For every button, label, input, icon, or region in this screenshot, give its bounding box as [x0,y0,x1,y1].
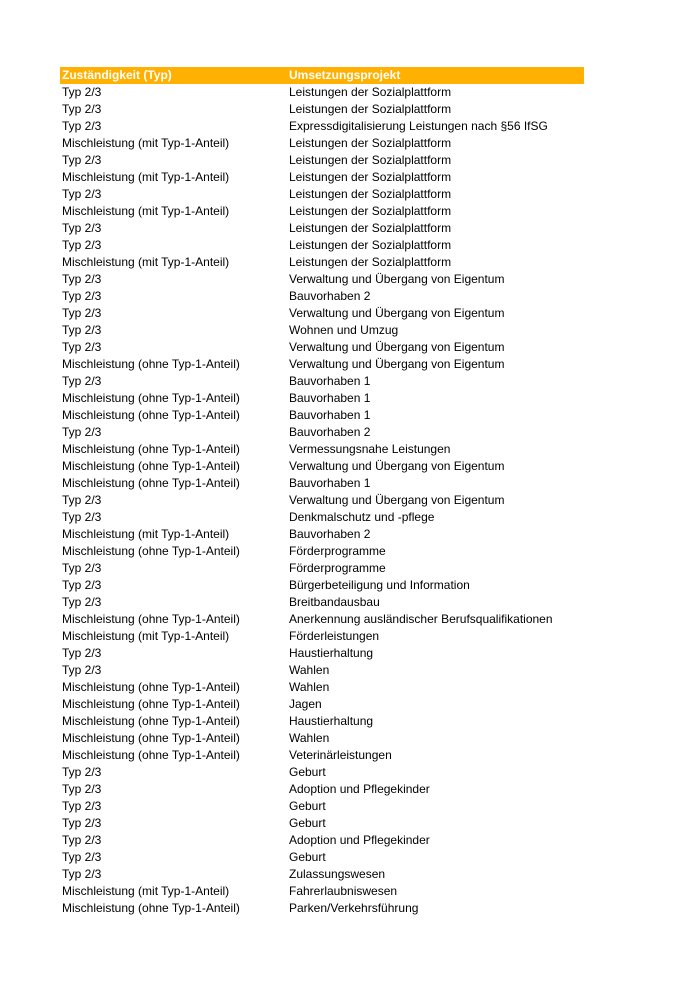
table-row [60,543,584,560]
column-header-zustaendigkeit: Zuständigkeit (Typ) [62,68,172,82]
table-row [60,424,584,441]
cell-zustaendigkeit: Typ 2/3 [62,187,102,201]
cell-zustaendigkeit: Typ 2/3 [62,102,102,116]
cell-zustaendigkeit: Mischleistung (ohne Typ-1-Anteil) [62,612,240,626]
cell-zustaendigkeit: Mischleistung (mit Typ-1-Anteil) [62,629,230,643]
table-row [60,186,584,203]
cell-zustaendigkeit: Mischleistung (mit Typ-1-Anteil) [62,170,230,184]
cell-zustaendigkeit: Mischleistung (mit Typ-1-Anteil) [62,527,230,541]
cell-zustaendigkeit: Typ 2/3 [62,578,102,592]
table-row [60,322,584,339]
cell-umsetzungsprojekt: Geburt [289,799,326,813]
table-row [60,764,584,781]
cell-umsetzungsprojekt: Geburt [289,765,326,779]
table-row [60,339,584,356]
cell-zustaendigkeit: Mischleistung (ohne Typ-1-Anteil) [62,731,240,745]
table-row [60,594,584,611]
cell-zustaendigkeit: Mischleistung (ohne Typ-1-Anteil) [62,357,240,371]
cell-umsetzungsprojekt: Bauvorhaben 1 [289,391,371,405]
cell-zustaendigkeit: Mischleistung (ohne Typ-1-Anteil) [62,391,240,405]
table-row [60,118,584,135]
cell-umsetzungsprojekt: Haustierhaltung [289,714,374,728]
table-row [60,611,584,628]
cell-zustaendigkeit: Typ 2/3 [62,510,102,524]
cell-zustaendigkeit: Typ 2/3 [62,425,102,439]
cell-zustaendigkeit: Typ 2/3 [62,272,102,286]
cell-zustaendigkeit: Typ 2/3 [62,493,102,507]
cell-zustaendigkeit: Typ 2/3 [62,646,102,660]
column-header-umsetzungsprojekt: Umsetzungsprojekt [289,68,401,82]
cell-umsetzungsprojekt: Bauvorhaben 1 [289,374,371,388]
table-row [60,254,584,271]
table-row [60,458,584,475]
cell-umsetzungsprojekt: Leistungen der Sozialplattform [289,136,452,150]
cell-umsetzungsprojekt: Leistungen der Sozialplattform [289,238,452,252]
cell-umsetzungsprojekt: Zulassungswesen [289,867,386,881]
table-row [60,390,584,407]
cell-umsetzungsprojekt: Leistungen der Sozialplattform [289,204,452,218]
cell-umsetzungsprojekt: Adoption und Pflegekinder [289,782,430,796]
cell-umsetzungsprojekt: Leistungen der Sozialplattform [289,153,452,167]
cell-umsetzungsprojekt: Wahlen [289,663,330,677]
cell-zustaendigkeit: Typ 2/3 [62,799,102,813]
cell-zustaendigkeit: Typ 2/3 [62,663,102,677]
table-row [60,101,584,118]
cell-zustaendigkeit: Typ 2/3 [62,119,102,133]
cell-umsetzungsprojekt: Veterinärleistungen [289,748,392,762]
cell-umsetzungsprojekt: Geburt [289,816,326,830]
cell-zustaendigkeit: Typ 2/3 [62,782,102,796]
cell-zustaendigkeit: Typ 2/3 [62,374,102,388]
table-row [60,526,584,543]
table-row [60,152,584,169]
cell-umsetzungsprojekt: Verwaltung und Übergang von Eigentum [289,459,505,473]
table-row [60,679,584,696]
table-row [60,798,584,815]
cell-zustaendigkeit: Typ 2/3 [62,85,102,99]
cell-zustaendigkeit: Typ 2/3 [62,153,102,167]
cell-umsetzungsprojekt: Leistungen der Sozialplattform [289,102,452,116]
cell-umsetzungsprojekt: Bauvorhaben 1 [289,408,371,422]
cell-umsetzungsprojekt: Leistungen der Sozialplattform [289,85,452,99]
table-row [60,747,584,764]
table-row [60,84,584,101]
cell-zustaendigkeit: Mischleistung (ohne Typ-1-Anteil) [62,476,240,490]
cell-umsetzungsprojekt: Wahlen [289,680,330,694]
cell-umsetzungsprojekt: Parken/Verkehrsführung [289,901,419,915]
cell-umsetzungsprojekt: Jagen [289,697,322,711]
table-body [60,84,584,917]
cell-umsetzungsprojekt: Vermessungsnahe Leistungen [289,442,451,456]
cell-umsetzungsprojekt: Bauvorhaben 2 [289,289,371,303]
table-row [60,883,584,900]
cell-zustaendigkeit: Typ 2/3 [62,765,102,779]
table-row [60,577,584,594]
cell-umsetzungsprojekt: Geburt [289,850,326,864]
cell-zustaendigkeit: Mischleistung (ohne Typ-1-Anteil) [62,748,240,762]
cell-umsetzungsprojekt: Verwaltung und Übergang von Eigentum [289,340,505,354]
table-row [60,662,584,679]
cell-zustaendigkeit: Typ 2/3 [62,306,102,320]
cell-zustaendigkeit: Mischleistung (ohne Typ-1-Anteil) [62,901,240,915]
cell-zustaendigkeit: Mischleistung (ohne Typ-1-Anteil) [62,442,240,456]
table-row [60,305,584,322]
cell-zustaendigkeit: Mischleistung (mit Typ-1-Anteil) [62,884,230,898]
table-row [60,628,584,645]
table-row [60,832,584,849]
cell-zustaendigkeit: Typ 2/3 [62,867,102,881]
table-row [60,815,584,832]
table-row [60,730,584,747]
cell-zustaendigkeit: Typ 2/3 [62,816,102,830]
cell-umsetzungsprojekt: Anerkennung ausländischer Berufsqualifikationen [289,612,553,626]
table-row [60,220,584,237]
cell-zustaendigkeit: Mischleistung (ohne Typ-1-Anteil) [62,680,240,694]
cell-umsetzungsprojekt: Verwaltung und Übergang von Eigentum [289,493,505,507]
table-row [60,373,584,390]
table-row [60,560,584,577]
table-row [60,475,584,492]
cell-zustaendigkeit: Typ 2/3 [62,289,102,303]
cell-zustaendigkeit: Mischleistung (ohne Typ-1-Anteil) [62,714,240,728]
cell-zustaendigkeit: Typ 2/3 [62,221,102,235]
cell-zustaendigkeit: Mischleistung (mit Typ-1-Anteil) [62,204,230,218]
table-row [60,492,584,509]
cell-zustaendigkeit: Mischleistung (ohne Typ-1-Anteil) [62,459,240,473]
cell-umsetzungsprojekt: Bauvorhaben 2 [289,425,371,439]
cell-zustaendigkeit: Mischleistung (ohne Typ-1-Anteil) [62,697,240,711]
table-row [60,407,584,424]
cell-umsetzungsprojekt: Leistungen der Sozialplattform [289,187,452,201]
cell-umsetzungsprojekt: Leistungen der Sozialplattform [289,221,452,235]
table-row [60,169,584,186]
table-row [60,356,584,373]
cell-umsetzungsprojekt: Wohnen und Umzug [289,323,399,337]
table-row [60,781,584,798]
cell-zustaendigkeit: Mischleistung (ohne Typ-1-Anteil) [62,544,240,558]
cell-zustaendigkeit: Typ 2/3 [62,238,102,252]
cell-zustaendigkeit: Typ 2/3 [62,833,102,847]
cell-umsetzungsprojekt: Breitbandausbau [289,595,380,609]
cell-umsetzungsprojekt: Leistungen der Sozialplattform [289,170,452,184]
cell-zustaendigkeit: Typ 2/3 [62,561,102,575]
table-row [60,288,584,305]
cell-umsetzungsprojekt: Verwaltung und Übergang von Eigentum [289,306,505,320]
cell-zustaendigkeit: Typ 2/3 [62,850,102,864]
cell-umsetzungsprojekt: Fahrerlaubniswesen [289,884,398,898]
cell-zustaendigkeit: Mischleistung (ohne Typ-1-Anteil) [62,408,240,422]
cell-umsetzungsprojekt: Förderprogramme [289,544,386,558]
table-row [60,645,584,662]
cell-umsetzungsprojekt: Förderleistungen [289,629,380,643]
table-row [60,900,584,917]
cell-umsetzungsprojekt: Expressdigitalisierung Leistungen nach §56 IfSG [289,119,548,133]
cell-umsetzungsprojekt: Bauvorhaben 2 [289,527,371,541]
cell-zustaendigkeit: Typ 2/3 [62,340,102,354]
cell-umsetzungsprojekt: Haustierhaltung [289,646,374,660]
cell-zustaendigkeit: Mischleistung (mit Typ-1-Anteil) [62,136,230,150]
cell-umsetzungsprojekt: Bürgerbeteiligung und Information [289,578,470,592]
cell-zustaendigkeit: Typ 2/3 [62,323,102,337]
cell-umsetzungsprojekt: Bauvorhaben 1 [289,476,371,490]
table-row [60,696,584,713]
cell-umsetzungsprojekt: Leistungen der Sozialplattform [289,255,452,269]
cell-umsetzungsprojekt: Förderprogramme [289,561,386,575]
table-header-row [60,67,584,84]
cell-umsetzungsprojekt: Denkmalschutz und -pflege [289,510,435,524]
table-row [60,441,584,458]
table-row [60,509,584,526]
cell-umsetzungsprojekt: Verwaltung und Übergang von Eigentum [289,272,505,286]
table-row [60,849,584,866]
table-row [60,713,584,730]
table-row [60,271,584,288]
cell-umsetzungsprojekt: Adoption und Pflegekinder [289,833,430,847]
table-row [60,135,584,152]
cell-zustaendigkeit: Typ 2/3 [62,595,102,609]
cell-umsetzungsprojekt: Wahlen [289,731,330,745]
table-row [60,237,584,254]
table-row [60,866,584,883]
cell-umsetzungsprojekt: Verwaltung und Übergang von Eigentum [289,357,505,371]
spreadsheet-table [60,67,584,917]
table-row [60,203,584,220]
cell-zustaendigkeit: Mischleistung (mit Typ-1-Anteil) [62,255,230,269]
